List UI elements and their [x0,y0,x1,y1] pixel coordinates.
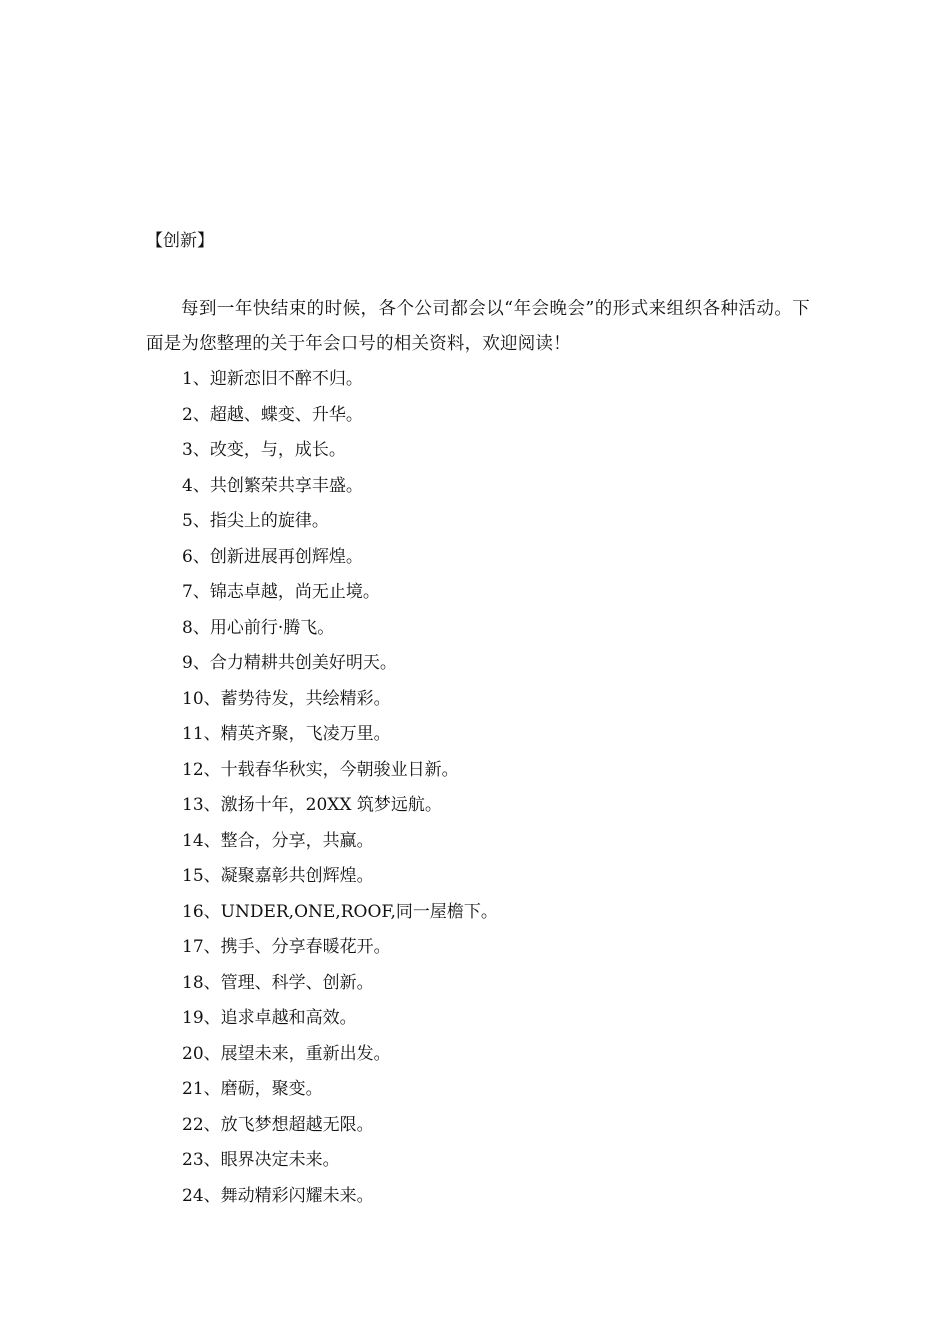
list-item: 5、指尖上的旋律。 [182,511,329,531]
list-item: 21、磨砺，聚变。 [182,1079,323,1099]
list-item: 1、迎新恋旧不醉不归。 [182,369,363,389]
list-item: 13、激扬十年，20XX 筑梦远航。 [182,795,442,815]
list-item: 4、共创繁荣共享丰盛。 [182,475,363,496]
intro-paragraph: 每到一年快结束的时候，各个公司都会以“年会晚会”的形式来组织各种活动。下面是为您整理的关于年会口号的相关资料，欢迎阅读！ [146,299,810,354]
slogan-list [182,366,498,1218]
list-item: 3、改变，与，成长。 [182,440,346,460]
list-item: 6、创新进展再创辉煌。 [182,546,363,567]
list-item: 12、十载春华秋实，今朝骏业日新。 [182,759,459,780]
list-item: 23、眼界决定未来。 [182,1150,340,1170]
list-item: 2、超越、蝶变、升华。 [182,404,363,425]
list-item: 24、舞动精彩闪耀未来。 [182,1185,374,1206]
list-item: 17、携手、分享春暖花开。 [182,937,391,957]
list-item: 18、管理、科学、创新。 [182,972,374,993]
list-item: 20、展望未来，重新出发。 [182,1043,391,1064]
list-item: 7、锦志卓越，尚无止境。 [182,582,380,602]
list-item: 10、蓄势待发，共绘精彩。 [182,688,391,709]
list-item: 16、UNDER,ONE,ROOF,同一屋檐下。 [182,901,498,922]
list-item: 9、合力精耕共创美好明天。 [182,653,397,673]
list-item: 11、精英齐聚，飞凌万里。 [182,724,391,744]
list-item: 19、追求卓越和高效。 [182,1008,357,1028]
list-item: 22、放飞梦想超越无限。 [182,1114,374,1135]
list-item: 14、整合，分享，共赢。 [182,830,374,851]
section-heading: 【创新】 [146,231,214,251]
list-item: 15、凝聚嘉彰共创辉煌。 [182,866,374,886]
list-item: 8、用心前行·腾飞。 [182,617,335,638]
